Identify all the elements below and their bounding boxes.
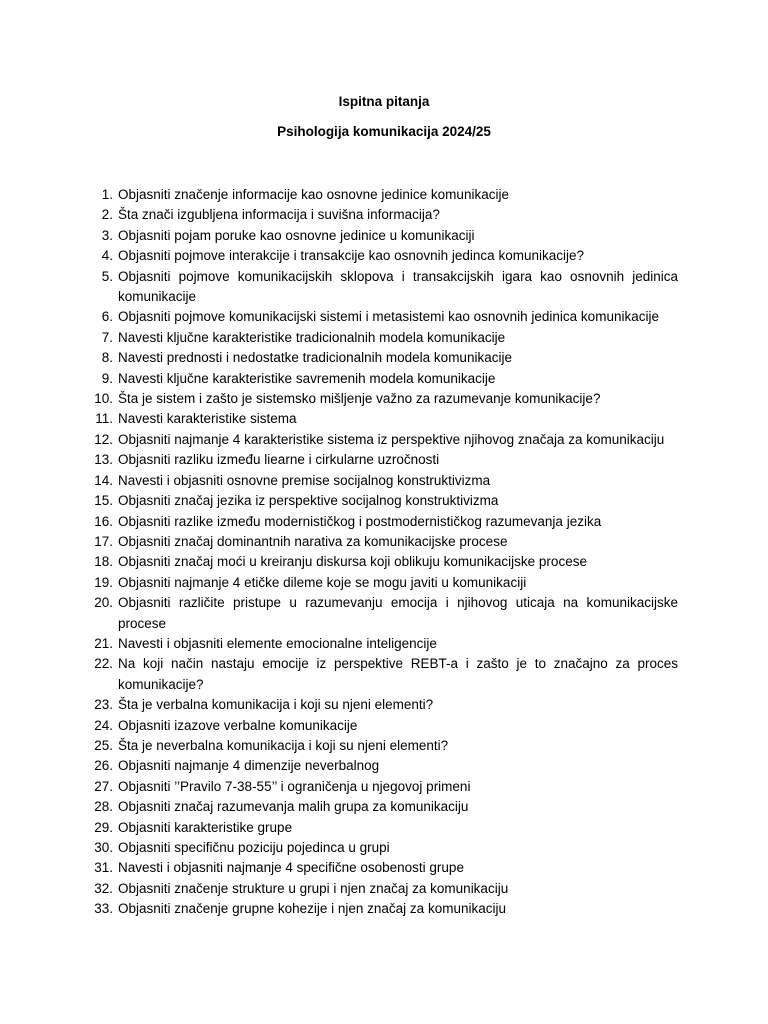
- list-item: [88, 818, 678, 838]
- question-text: Šta je sistem i zašto je sistemsko mišljenje važno za razumevanje komunikacije?: [118, 391, 601, 407]
- list-item: [88, 695, 678, 715]
- question-text: Objasniti izazove verbalne komunikacije: [118, 717, 358, 733]
- list-item: [88, 777, 678, 797]
- question-number: 31.: [94, 860, 113, 876]
- question-number: 21.: [94, 635, 113, 651]
- question-text: Objasniti značaj razumevanja malih grupa za komunikaciju: [118, 799, 469, 815]
- question-number: 6.: [101, 309, 113, 325]
- question-number: 4.: [101, 248, 113, 264]
- list-item: [88, 858, 678, 878]
- question-number: 18.: [94, 554, 113, 570]
- question-number: 7.: [101, 329, 113, 345]
- list-item: [88, 654, 678, 695]
- list-item: [88, 797, 678, 817]
- list-item: [88, 267, 678, 308]
- question-text: Objasniti razlike između modernističkog i postmodernističkog razumevanja jezika: [118, 513, 602, 529]
- list-item: [88, 716, 678, 736]
- question-text: Objasniti pojmove komunikacijskih sklopova i transakcijskih igara kao osnovnih jedinica komunikacije: [118, 268, 678, 305]
- list-item: [88, 899, 678, 919]
- question-number: 33.: [94, 901, 113, 917]
- list-item: [88, 593, 678, 634]
- list-item: [88, 369, 678, 389]
- question-number: 3.: [101, 227, 113, 243]
- question-number: 24.: [94, 717, 113, 733]
- list-item: [88, 512, 678, 532]
- question-text: Šta je verbalna komunikacija i koji su njeni elementi?: [118, 697, 434, 713]
- question-number: 29.: [94, 819, 113, 835]
- question-number: 28.: [94, 799, 113, 815]
- list-item: [88, 389, 678, 409]
- list-item: [88, 471, 678, 491]
- question-text: Objasniti značenje strukture u grupi i njen značaj za komunikaciju: [118, 880, 509, 896]
- question-number: 27.: [94, 778, 113, 794]
- question-text: Objasniti razliku između liearne i cirkularne uzročnosti: [118, 452, 440, 468]
- list-item: [88, 532, 678, 552]
- question-number: 17.: [94, 533, 113, 549]
- question-number: 26.: [94, 758, 113, 774]
- question-text: Objasniti različite pristupe u razumevanju emocija i njihovog uticaja na komunikacijske procese: [118, 595, 678, 631]
- question-number: 10.: [94, 391, 113, 407]
- list-item: [88, 307, 678, 327]
- question-text: Objasniti ’’Pravilo 7-38-55’’ i ograničenja u njegovoj primeni: [118, 778, 471, 794]
- list-item: [88, 185, 678, 205]
- question-text: Objasniti značaj jezika iz perspektive socijalnog konstruktivizma: [118, 493, 499, 509]
- question-number: 13.: [94, 452, 113, 468]
- question-number: 5.: [101, 268, 113, 284]
- list-item: [88, 491, 678, 511]
- question-text: Objasniti pojmove interakcije i transakcije kao osnovnih jedinca komunikacije?: [118, 248, 584, 264]
- page-title: Ispitna pitanja: [338, 94, 430, 109]
- list-item: [88, 573, 678, 593]
- question-text: Navesti ključne karakteristike savremenih modela komunikacije: [118, 370, 496, 386]
- list-item: [88, 348, 678, 368]
- question-number: 2.: [101, 207, 113, 223]
- question-text: Navesti i objasniti osnovne premise socijalnog konstruktivizma: [118, 472, 491, 488]
- question-number: 16.: [94, 513, 113, 529]
- list-item: [88, 226, 678, 246]
- list-item: [88, 430, 678, 450]
- list-item: [88, 838, 678, 858]
- question-number: 20.: [94, 595, 113, 611]
- page-subtitle: Psihologija komunikacija 2024/25: [277, 124, 491, 139]
- list-item: [88, 450, 678, 470]
- question-text: Objasniti značaj moći u kreiranju diskursa koji oblikuju komunikacijske procese: [118, 554, 587, 570]
- list-item: [88, 552, 678, 572]
- question-text: Navesti i objasniti najmanje 4 specifične osobenosti grupe: [118, 860, 464, 876]
- question-number: 9.: [101, 370, 113, 386]
- question-list: [88, 185, 678, 920]
- question-text: Navesti ključne karakteristike tradicionalnih modela komunikacije: [118, 329, 506, 345]
- question-text: Navesti i objasniti elemente emocionalne inteligencije: [118, 635, 437, 651]
- question-text: Objasniti najmanje 4 dimenzije neverbalnog: [118, 758, 380, 774]
- question-number: 12.: [94, 431, 113, 447]
- question-text: Objasniti značenje informacije kao osnovne jedinice komunikacije: [118, 187, 509, 202]
- list-item: [88, 736, 678, 756]
- list-item: [88, 756, 678, 776]
- question-number: 25.: [94, 737, 113, 753]
- question-text: Objasniti pojam poruke kao osnovne jedinice u komunikaciji: [118, 227, 475, 243]
- question-text: Navesti karakteristike sistema: [118, 411, 297, 427]
- question-text: Šta znači izgubljena informacija i suvišna informacija?: [118, 207, 440, 223]
- question-number: 14.: [94, 472, 113, 488]
- list-item: [88, 246, 678, 266]
- question-number: 1.: [101, 187, 113, 202]
- question-number: 15.: [94, 493, 113, 509]
- question-number: 19.: [94, 574, 113, 590]
- question-text: Navesti prednosti i nedostatke tradicionalnih modela komunikacije: [118, 350, 512, 366]
- question-text: Objasniti značenje grupne kohezije i njen značaj za komunikaciju: [118, 901, 506, 917]
- list-item: [88, 205, 678, 225]
- question-text: Objasniti karakteristike grupe: [118, 819, 293, 835]
- question-text: Objasniti specifičnu poziciju pojedinca u grupi: [118, 840, 390, 855]
- question-number: 11.: [95, 411, 113, 427]
- question-number: 22.: [94, 656, 113, 672]
- question-number: 8.: [101, 350, 113, 366]
- list-item: [88, 634, 678, 654]
- question-number: 30.: [94, 840, 113, 855]
- list-item: [88, 409, 678, 429]
- question-text: Objasniti najmanje 4 karakteristike sistema iz perspektive njihovog značaja za komunikaciju: [118, 431, 665, 447]
- question-text: Objasniti pojmove komunikacijski sistemi i metasistemi kao osnovnih jedinica komunikacije: [118, 309, 659, 325]
- question-number: 23.: [94, 697, 113, 713]
- question-text: Objasniti najmanje 4 etičke dileme koje se mogu javiti u komunikaciji: [118, 574, 527, 590]
- list-item: [88, 879, 678, 899]
- question-text: Objasniti značaj dominantnih narativa za komunikacijske procese: [118, 533, 508, 549]
- list-item: [88, 328, 678, 348]
- question-number: 32.: [94, 880, 113, 896]
- question-text: Šta je neverbalna komunikacija i koji su njeni elementi?: [118, 737, 449, 753]
- question-text: Na koji način nastaju emocije iz perspektive REBT-a i zašto je to značajno za proces komunikacije?: [118, 656, 678, 692]
